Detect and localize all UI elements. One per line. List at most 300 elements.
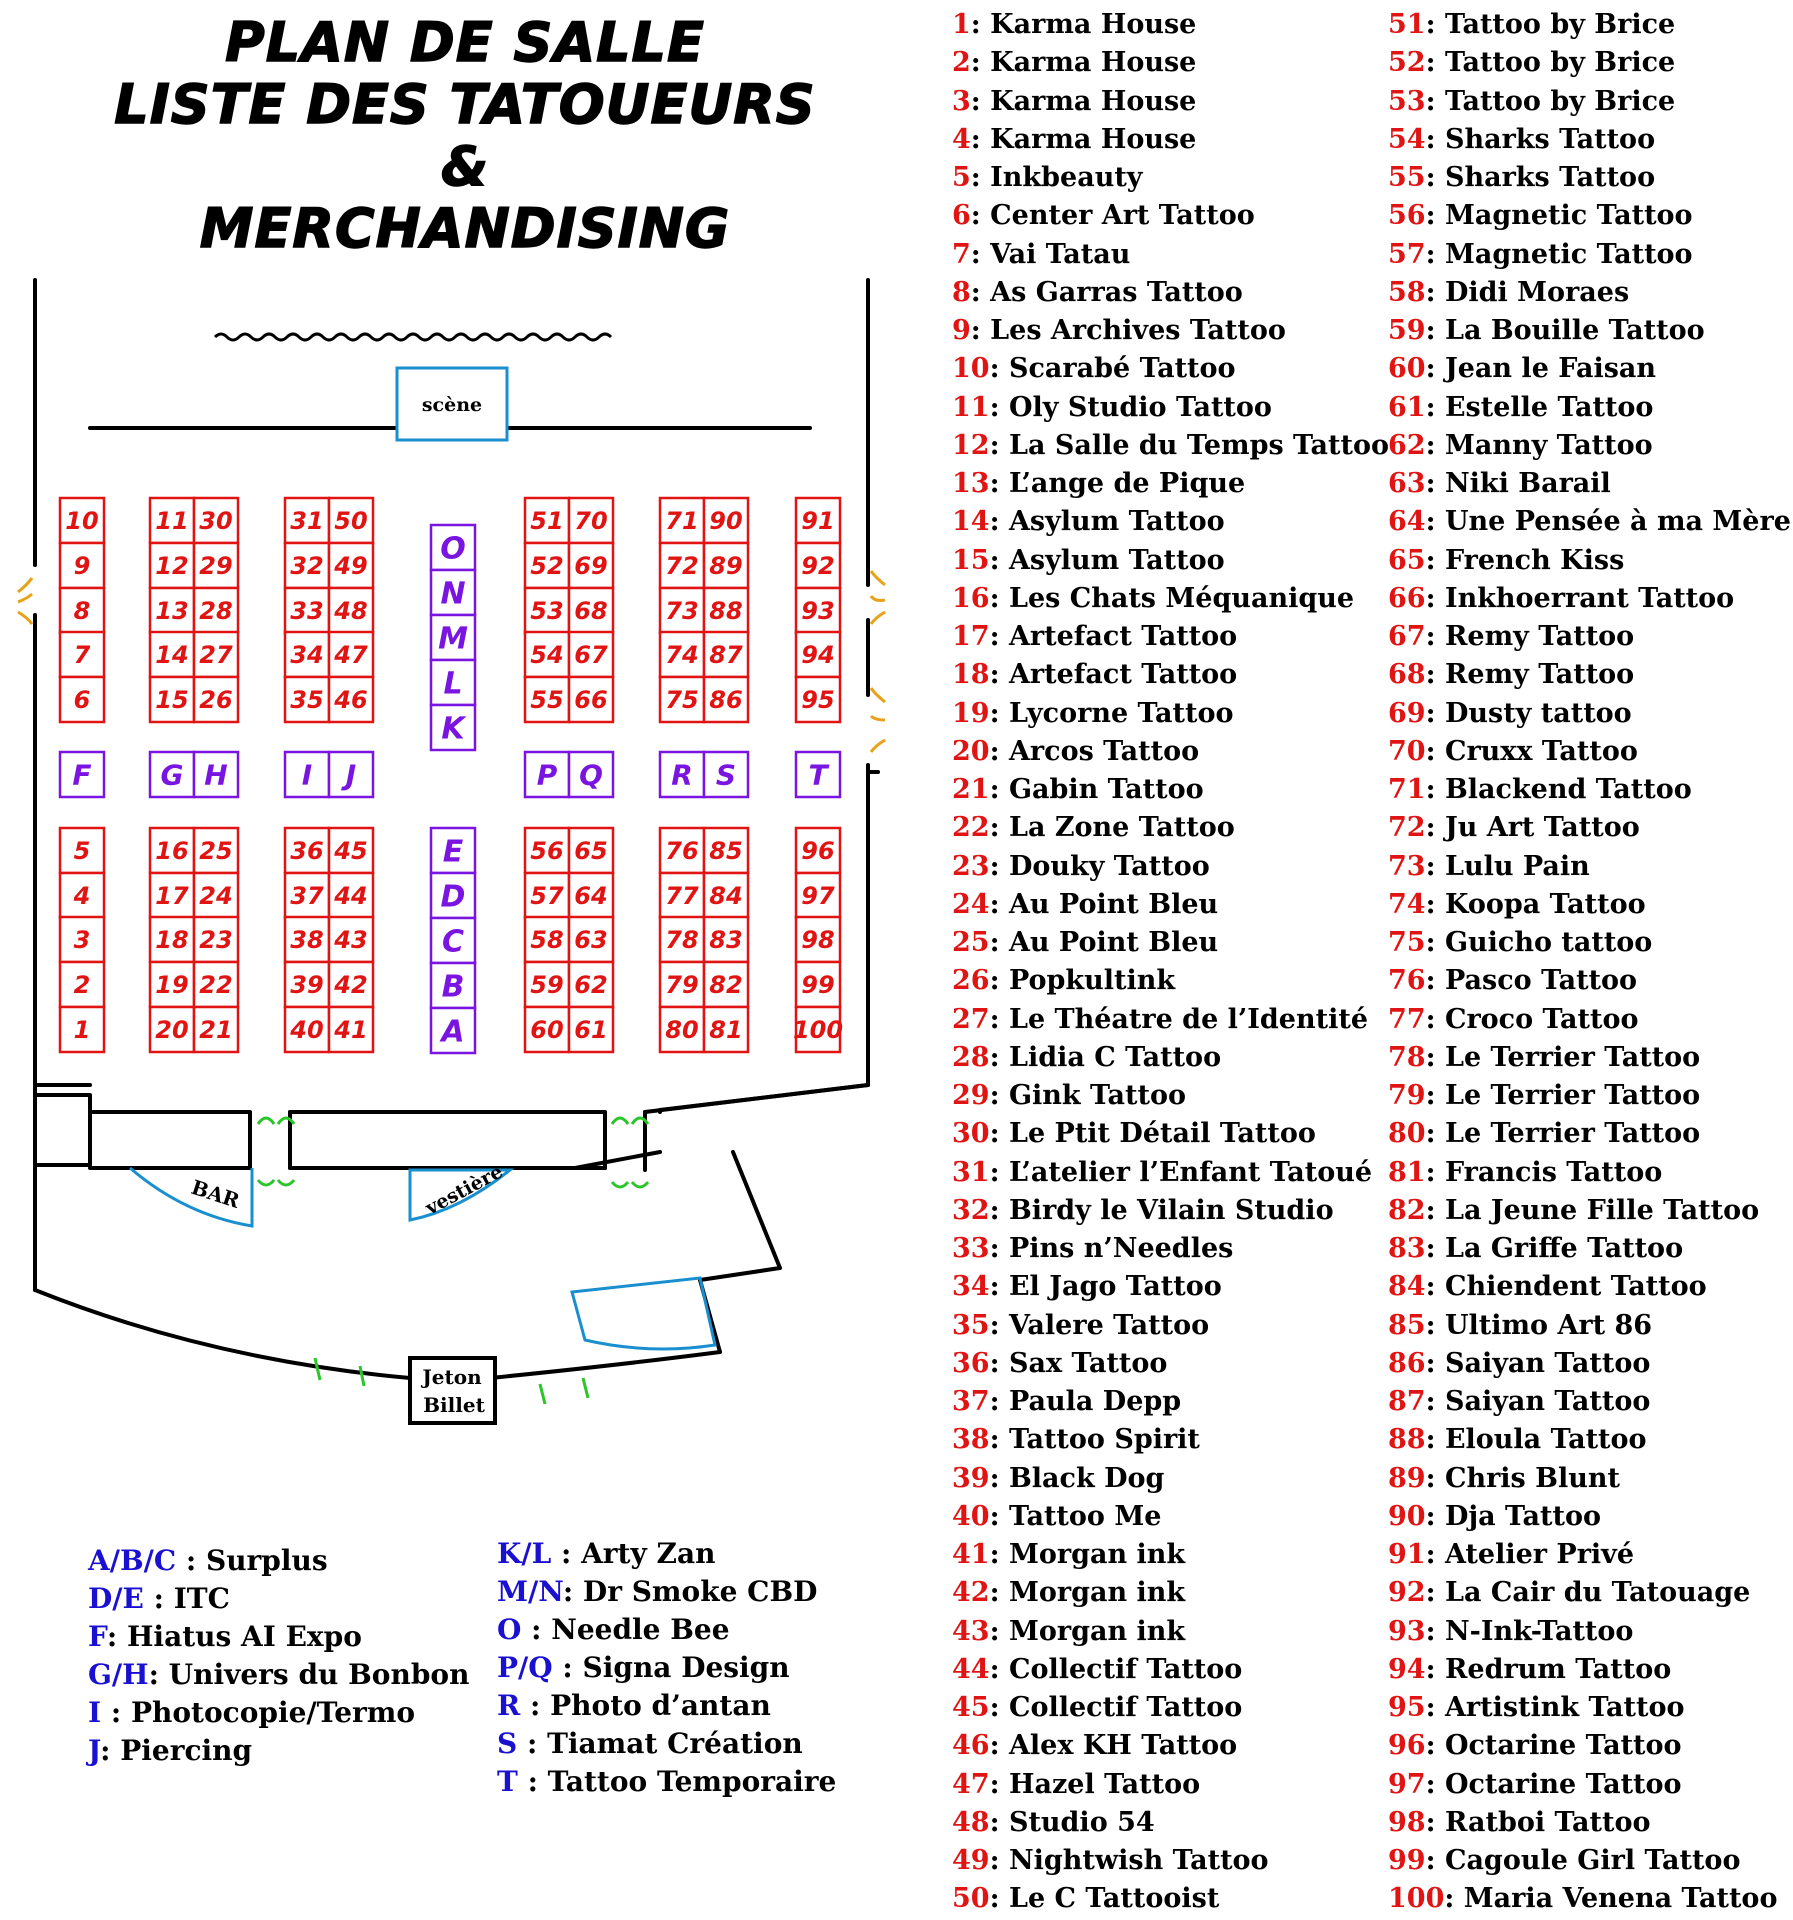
booth-label: 43 <box>334 926 368 955</box>
booth-grid <box>60 498 843 1053</box>
booth-label: N <box>440 576 466 612</box>
tattooist-name: Sharks Tattoo <box>1444 162 1656 193</box>
tattooist-entry: 68: Remy Tattoo <box>1388 659 1635 691</box>
tattooist-entry: 31: L’atelier l’Enfant Tatoué <box>952 1156 1373 1188</box>
booth-label: F <box>72 758 92 792</box>
tattooist-name: Black Dog <box>1008 1462 1165 1494</box>
tattooist-entry: 11: Oly Studio Tattoo <box>952 391 1272 423</box>
booth-label: 10 <box>65 507 99 536</box>
tattooist-number: 37 <box>952 1386 990 1417</box>
booth-label: Q <box>579 758 603 792</box>
cloakroom-area <box>410 1161 510 1220</box>
booth-label: 28 <box>199 597 233 626</box>
tattooist-name: Blackend Tattoo <box>1444 774 1692 805</box>
booth-label: 58 <box>530 926 564 955</box>
booth-label: 11 <box>155 507 189 536</box>
tattooist-name: La Bouille Tattoo <box>1444 315 1705 346</box>
tattooist-name: Didi Moraes <box>1444 276 1630 308</box>
tattooist-entry: 65: French Kiss <box>1388 544 1625 576</box>
tattooist-number: 74 <box>1388 888 1426 920</box>
tattooist-number: 24 <box>952 888 990 920</box>
booth-label: 45 <box>334 837 368 866</box>
booth-label: 79 <box>665 971 699 1000</box>
legend-item: J: Piercing <box>88 1734 253 1767</box>
booth-label: 25 <box>199 837 233 866</box>
tattooist-entry: 18: Artefact Tattoo <box>952 659 1238 691</box>
tattooist-name: Artistink Tattoo <box>1444 1692 1685 1723</box>
tattooist-name: Niki Barail <box>1444 468 1611 499</box>
tattooist-number: 33 <box>952 1233 990 1264</box>
tattooist-entry: 42: Morgan ink <box>952 1577 1186 1609</box>
booth-label: 37 <box>290 882 324 911</box>
tattooist-number: 87 <box>1388 1386 1426 1417</box>
tattooist-number: 28 <box>952 1041 990 1073</box>
booth-label: 100 <box>792 1016 844 1045</box>
booth-label: R <box>671 758 693 792</box>
tattooist-name: Tattoo by Brice <box>1444 47 1676 79</box>
tattooist-entry: 12: La Salle du Temps Tattoo <box>952 429 1390 461</box>
tattooist-number: 100 <box>1388 1883 1445 1915</box>
booth-label: 86 <box>709 686 743 715</box>
bar-area <box>130 1168 252 1226</box>
tattooist-name: Ratboi Tattoo <box>1444 1806 1651 1838</box>
tattooist-name: Oly Studio Tattoo <box>1008 391 1272 423</box>
booth-label: D <box>440 879 466 915</box>
tattooist-name: Le Terrier Tattoo <box>1444 1041 1701 1073</box>
stage-label: scène <box>421 394 483 416</box>
booth-label: L <box>443 666 463 702</box>
stage-curtain <box>215 334 611 340</box>
tattooist-entry: 98: Ratboi Tattoo <box>1388 1806 1651 1838</box>
booth-label: 98 <box>801 926 835 955</box>
tattooist-name: Cruxx Tattoo <box>1444 735 1638 767</box>
tattooist-name: Karma House <box>990 9 1197 40</box>
tattooist-number: 18 <box>952 659 990 691</box>
booth-label: 63 <box>574 926 608 955</box>
tattooist-name: Pins n’Needles <box>1008 1233 1234 1264</box>
tattooist-name: Birdy le Vilain Studio <box>1008 1194 1334 1226</box>
tattooist-name: Lulu Pain <box>1444 850 1590 882</box>
tattooist-number: 40 <box>952 1500 990 1532</box>
tattooist-name: Jean le Faisan <box>1444 353 1657 385</box>
booth-label: 68 <box>574 597 608 626</box>
booth-label: 42 <box>334 971 368 1000</box>
booth-label: J <box>345 758 357 792</box>
booth-label: 12 <box>155 552 189 581</box>
tattooist-entry: 100: Maria Venena Tattoo <box>1388 1883 1778 1915</box>
booth-label: 35 <box>290 686 324 715</box>
tattooist-entry: 99: Cagoule Girl Tattoo <box>1388 1845 1741 1876</box>
booth-label: I <box>301 758 313 792</box>
tattooist-entry: 46: Alex KH Tattoo <box>952 1730 1238 1762</box>
tattooist-number: 13 <box>952 468 990 499</box>
tattooist-name: Arcos Tattoo <box>1008 735 1200 767</box>
tattooist-name: Studio 54 <box>1008 1806 1155 1838</box>
tattooist-number: 49 <box>952 1845 990 1876</box>
tattooist-number: 11 <box>952 391 990 423</box>
tattooist-number: 71 <box>1388 774 1426 805</box>
booth-label: 60 <box>530 1016 564 1045</box>
tattooist-number: 54 <box>1388 123 1426 155</box>
booth-label: 40 <box>290 1016 324 1045</box>
booth-label: 72 <box>665 552 699 581</box>
tattooist-name: Artefact Tattoo <box>1008 621 1238 652</box>
tattooist-entry: 57: Magnetic Tattoo <box>1388 238 1693 270</box>
tattooist-name: Morgan ink <box>1008 1577 1186 1609</box>
tattooist-number: 36 <box>952 1347 990 1379</box>
booth-label: 53 <box>530 597 564 626</box>
tattooist-entry: 6: Center Art Tattoo <box>952 200 1255 232</box>
booth-label: 50 <box>334 507 368 536</box>
booth-label: 24 <box>199 882 233 911</box>
booth-label: 97 <box>801 882 835 911</box>
booth-label: 57 <box>530 882 564 911</box>
tattooist-name: Cagoule Girl Tattoo <box>1444 1845 1741 1876</box>
tattooist-entry: 94: Redrum Tattoo <box>1388 1653 1672 1685</box>
booth-label: 76 <box>665 837 699 866</box>
tattooist-name: Tattoo Me <box>1008 1500 1162 1532</box>
tattooist-number: 62 <box>1388 429 1426 461</box>
tattooist-name: Pasco Tattoo <box>1444 965 1638 997</box>
booth-label: 64 <box>574 882 608 911</box>
tattooist-number: 50 <box>952 1883 990 1915</box>
tattooist-entry: 72: Ju Art Tattoo <box>1388 812 1640 844</box>
tattooist-number: 85 <box>1388 1309 1426 1341</box>
tattooist-number: 5 <box>952 162 971 193</box>
tattooist-number: 67 <box>1388 621 1426 652</box>
booth-label: 71 <box>665 507 699 536</box>
booth-label: 59 <box>530 971 564 1000</box>
booth-label: A <box>441 1014 465 1050</box>
tattooist-entry: 43: Morgan ink <box>952 1615 1186 1647</box>
tattooist-number: 57 <box>1388 238 1426 270</box>
tattooist-number: 32 <box>952 1194 990 1226</box>
booth-label: E <box>442 834 464 870</box>
booth-label: 15 <box>155 686 189 715</box>
booth-label: 84 <box>709 882 743 911</box>
tattooist-number: 98 <box>1388 1806 1426 1838</box>
tattooist-entry: 88: Eloula Tattoo <box>1388 1424 1647 1456</box>
booth-label: 65 <box>574 837 608 866</box>
legend-item: T : Tattoo Temporaire <box>497 1765 837 1798</box>
tattooist-name: Ultimo Art 86 <box>1444 1309 1653 1341</box>
tattooist-entry: 45: Collectif Tattoo <box>952 1692 1243 1723</box>
tattooist-name: La Griffe Tattoo <box>1444 1233 1684 1264</box>
legend-item: G/H: Univers du Bonbon <box>88 1658 470 1691</box>
booth-label: 93 <box>801 597 835 626</box>
tattooist-name: Douky Tattoo <box>1008 850 1210 882</box>
tattooist-name: Dusty tattoo <box>1444 697 1632 729</box>
booth-label: 18 <box>155 926 189 955</box>
tattooist-entry: 73: Lulu Pain <box>1388 850 1590 882</box>
booth-label: 20 <box>155 1016 189 1045</box>
tattooist-name: Les Archives Tattoo <box>990 315 1286 346</box>
tattooist-number: 99 <box>1388 1845 1426 1876</box>
booth-label: K <box>441 711 465 747</box>
legend-item: F: Hiatus AI Expo <box>88 1620 362 1653</box>
tattooist-entry: 32: Birdy le Vilain Studio <box>952 1194 1334 1226</box>
title-line-2: LISTE DES TATOUEURS <box>114 73 816 136</box>
booth-label: 77 <box>665 882 699 911</box>
tattooist-number: 34 <box>952 1271 990 1303</box>
tattooist-number: 58 <box>1388 276 1426 308</box>
tattooist-name: Karma House <box>990 123 1197 155</box>
tattooist-name: Le Terrier Tattoo <box>1444 1080 1701 1111</box>
tattooist-name: Au Point Bleu <box>1008 927 1219 958</box>
tattooist-name: Alex KH Tattoo <box>1008 1730 1238 1762</box>
legend-left <box>88 1542 469 1770</box>
tattooist-number: 84 <box>1388 1271 1426 1303</box>
booth-label: 26 <box>199 686 233 715</box>
booth-label: 7 <box>73 641 91 670</box>
tattooist-name: Collectif Tattoo <box>1008 1692 1243 1723</box>
tattooist-number: 21 <box>952 774 990 805</box>
booth-label: C <box>441 924 465 960</box>
tattooist-name: Asylum Tattoo <box>1008 544 1225 576</box>
tattooist-number: 48 <box>952 1806 990 1838</box>
tattooist-number: 75 <box>1388 927 1426 958</box>
booth-label: 54 <box>530 641 564 670</box>
tattooist-entry: 62: Manny Tattoo <box>1388 429 1653 461</box>
tattooist-entry: 10: Scarabé Tattoo <box>952 353 1236 385</box>
booth-label: 61 <box>574 1016 608 1045</box>
tattooist-name: Magnetic Tattoo <box>1444 238 1693 270</box>
tattooist-number: 79 <box>1388 1080 1426 1111</box>
tattooist-number: 91 <box>1388 1539 1426 1570</box>
ticket-booth-label-1: Jeton <box>422 1365 482 1389</box>
booth-label: 14 <box>155 641 189 670</box>
tattooist-name: Sharks Tattoo <box>1444 123 1656 155</box>
tattooist-number: 90 <box>1388 1500 1426 1532</box>
title-line-1: PLAN DE SALLE <box>225 11 705 74</box>
tattooist-number: 31 <box>952 1156 990 1188</box>
tattooist-number: 52 <box>1388 47 1426 79</box>
tattooist-name: La Salle du Temps Tattoo <box>1008 429 1390 461</box>
tattooist-entry: 24: Au Point Bleu <box>952 888 1219 920</box>
tattooist-entry: 37: Paula Depp <box>952 1386 1182 1417</box>
booth-label: 16 <box>155 837 189 866</box>
tattooist-entry: 83: La Griffe Tattoo <box>1388 1233 1684 1264</box>
booth-label: 85 <box>709 837 743 866</box>
booth-label: 81 <box>709 1016 743 1045</box>
booth-label: 94 <box>801 641 835 670</box>
tattooist-name: Remy Tattoo <box>1444 621 1635 652</box>
tattooist-name: Atelier Privé <box>1444 1539 1635 1570</box>
booth-label: 89 <box>709 552 743 581</box>
tattooist-number: 23 <box>952 850 990 882</box>
tattooist-name: Chiendent Tattoo <box>1444 1271 1707 1303</box>
cloakroom-label: vestière <box>422 1160 507 1220</box>
tattooist-entry: 93: N-Ink-Tattoo <box>1388 1615 1634 1647</box>
ticket-area <box>572 1278 715 1349</box>
tattooist-name: Tattoo by Brice <box>1444 85 1676 117</box>
tattooist-entry: 70: Cruxx Tattoo <box>1388 735 1638 767</box>
tattooist-number: 77 <box>1388 1003 1426 1035</box>
tattooist-entry: 5: Inkbeauty <box>952 162 1143 193</box>
booth-label: 83 <box>709 926 743 955</box>
tattooist-name: Artefact Tattoo <box>1008 659 1238 691</box>
title-line-4: MERCHANDISING <box>199 197 731 260</box>
tattooist-number: 47 <box>952 1768 990 1800</box>
tattooist-list-51-100 <box>1388 6 1791 1919</box>
tattooist-number: 69 <box>1388 697 1426 729</box>
tattooist-name: Gabin Tattoo <box>1008 774 1204 805</box>
booth-label: 55 <box>530 686 564 715</box>
tattooist-entry: 97: Octarine Tattoo <box>1388 1768 1682 1800</box>
tattooist-name: Morgan ink <box>1008 1539 1186 1570</box>
tattooist-number: 95 <box>1388 1692 1426 1723</box>
booth-label: 6 <box>73 686 91 715</box>
booth-label: G <box>160 758 184 792</box>
tattooist-entry: 40: Tattoo Me <box>952 1500 1162 1532</box>
tattooist-name: Hazel Tattoo <box>1008 1768 1201 1800</box>
tattooist-name: Saiyan Tattoo <box>1444 1386 1651 1417</box>
tattooist-number: 68 <box>1388 659 1426 691</box>
tattooist-number: 45 <box>952 1692 990 1723</box>
tattooist-number: 17 <box>952 621 990 652</box>
booth-label: 75 <box>665 686 699 715</box>
booth-label: 34 <box>290 641 324 670</box>
tattooist-entry: 26: Popkultink <box>952 965 1176 997</box>
tattooist-entry: 15: Asylum Tattoo <box>952 544 1225 576</box>
tattooist-entry: 47: Hazel Tattoo <box>952 1768 1201 1800</box>
tattooist-number: 8 <box>952 276 971 308</box>
tattooist-entry: 1: Karma House <box>952 9 1197 40</box>
legend-item: K/L : Arty Zan <box>497 1537 716 1570</box>
booth-label: 74 <box>665 641 699 670</box>
tattooist-number: 43 <box>952 1615 990 1647</box>
tattooist-entry: 14: Asylum Tattoo <box>952 506 1225 538</box>
tattooist-entry: 92: La Cair du Tatouage <box>1388 1577 1751 1609</box>
tattooist-name: Le Ptit Détail Tattoo <box>1008 1118 1316 1150</box>
tattooist-name: Center Art Tattoo <box>990 200 1255 232</box>
tattooist-number: 92 <box>1388 1577 1426 1609</box>
tattooist-number: 78 <box>1388 1041 1426 1073</box>
tattooist-name: Morgan ink <box>1008 1615 1186 1647</box>
tattooist-number: 19 <box>952 697 990 729</box>
tattooist-number: 14 <box>952 506 990 538</box>
tattooist-entry: 54: Sharks Tattoo <box>1388 123 1656 155</box>
tattooist-number: 97 <box>1388 1768 1426 1800</box>
tattooist-number: 96 <box>1388 1730 1426 1762</box>
tattooist-number: 82 <box>1388 1194 1426 1226</box>
tattooist-entry: 20: Arcos Tattoo <box>952 735 1200 767</box>
tattooist-name: Eloula Tattoo <box>1444 1424 1647 1456</box>
legend-item: M/N: Dr Smoke CBD <box>497 1575 818 1608</box>
tattooist-name: Karma House <box>990 47 1197 79</box>
booth-label: 99 <box>801 971 835 1000</box>
tattooist-name: Paula Depp <box>1008 1386 1182 1417</box>
tattooist-entry: 17: Artefact Tattoo <box>952 621 1238 652</box>
tattooist-number: 93 <box>1388 1615 1426 1647</box>
tattooist-name: Gink Tattoo <box>1008 1080 1186 1111</box>
tattooist-name: El Jago Tattoo <box>1008 1271 1222 1303</box>
legend-item: R : Photo d’antan <box>497 1689 771 1722</box>
tattooist-name: Ju Art Tattoo <box>1444 812 1640 844</box>
tattooist-name: Lycorne Tattoo <box>1008 697 1234 729</box>
tattooist-number: 42 <box>952 1577 990 1609</box>
tattooist-name: Octarine Tattoo <box>1444 1730 1682 1762</box>
tattooist-number: 60 <box>1388 353 1426 385</box>
tattooist-entry: 66: Inkhoerrant Tattoo <box>1388 582 1735 614</box>
legend-item: I : Photocopie/Termo <box>88 1696 416 1729</box>
tattooist-name: Vai Tatau <box>990 238 1131 270</box>
tattooist-entry: 55: Sharks Tattoo <box>1388 162 1656 193</box>
tattooist-name: Tattoo Spirit <box>1008 1424 1200 1456</box>
tattooist-entry: 30: Le Ptit Détail Tattoo <box>952 1118 1316 1150</box>
tattooist-name: Karma House <box>990 85 1197 117</box>
tattooist-number: 63 <box>1388 468 1426 499</box>
tattooist-number: 53 <box>1388 85 1426 117</box>
tattooist-number: 89 <box>1388 1462 1426 1494</box>
tattooist-entry: 25: Au Point Bleu <box>952 927 1219 958</box>
booth-label: 80 <box>665 1016 699 1045</box>
booth-label: 73 <box>665 597 699 626</box>
tattooist-number: 65 <box>1388 544 1426 576</box>
tattooist-entry: 90: Dja Tattoo <box>1388 1500 1601 1532</box>
tattooist-number: 6 <box>952 200 971 232</box>
tattooist-name: Maria Venena Tattoo <box>1463 1883 1778 1915</box>
tattooist-entry: 7: Vai Tatau <box>952 238 1131 270</box>
booth-label: 39 <box>290 971 324 1000</box>
tattooist-name: Une Pensée à ma Mère <box>1444 506 1791 538</box>
booth-label: 48 <box>334 597 368 626</box>
tattooist-entry: 38: Tattoo Spirit <box>952 1424 1200 1456</box>
tattooist-entry: 4: Karma House <box>952 123 1197 155</box>
booth-label: B <box>441 969 465 1005</box>
tattooist-number: 41 <box>952 1539 990 1570</box>
bar-label: BAR <box>188 1174 243 1213</box>
tattooist-name: Chris Blunt <box>1444 1462 1620 1494</box>
tattooist-entry: 28: Lidia C Tattoo <box>952 1041 1222 1073</box>
tattooist-number: 1 <box>952 9 971 40</box>
booth-label: 3 <box>73 926 91 955</box>
booth-label: 29 <box>199 552 233 581</box>
tattooist-entry: 16: Les Chats Méquanique <box>952 582 1355 614</box>
tattooist-entry: 63: Niki Barail <box>1388 468 1611 499</box>
tattooist-entry: 22: La Zone Tattoo <box>952 812 1235 844</box>
tattooist-name: Saiyan Tattoo <box>1444 1347 1651 1379</box>
tattooist-entry: 75: Guicho tattoo <box>1388 927 1653 958</box>
tattooist-entry: 60: Jean le Faisan <box>1388 353 1657 385</box>
tattooist-name: As Garras Tattoo <box>990 276 1243 308</box>
tattooist-number: 88 <box>1388 1424 1426 1456</box>
tattooist-name: Francis Tattoo <box>1444 1156 1663 1188</box>
tattooist-number: 12 <box>952 429 990 461</box>
booth-label: 4 <box>73 882 91 911</box>
tattooist-number: 4 <box>952 123 971 155</box>
tattooist-name: Dja Tattoo <box>1444 1500 1601 1532</box>
booth-label: 62 <box>574 971 608 1000</box>
tattooist-entry: 59: La Bouille Tattoo <box>1388 315 1705 346</box>
tattooist-number: 70 <box>1388 735 1426 767</box>
legend-item: P/Q : Signa Design <box>497 1651 790 1684</box>
tattooist-number: 38 <box>952 1424 990 1456</box>
tattooist-entry: 81: Francis Tattoo <box>1388 1156 1663 1188</box>
booth-label: 95 <box>801 686 835 715</box>
tattooist-number: 59 <box>1388 315 1426 346</box>
tattooist-number: 27 <box>952 1003 990 1035</box>
tattooist-number: 46 <box>952 1730 990 1762</box>
tattooist-name: Inkbeauty <box>990 162 1143 193</box>
booth-label: 30 <box>199 507 233 536</box>
booth-label: S <box>715 758 737 792</box>
tattooist-name: Koopa Tattoo <box>1444 888 1646 920</box>
booth-label: 87 <box>709 641 743 670</box>
tattooist-number: 35 <box>952 1309 990 1341</box>
legend-right <box>497 1535 836 1801</box>
tattooist-number: 20 <box>952 735 990 767</box>
